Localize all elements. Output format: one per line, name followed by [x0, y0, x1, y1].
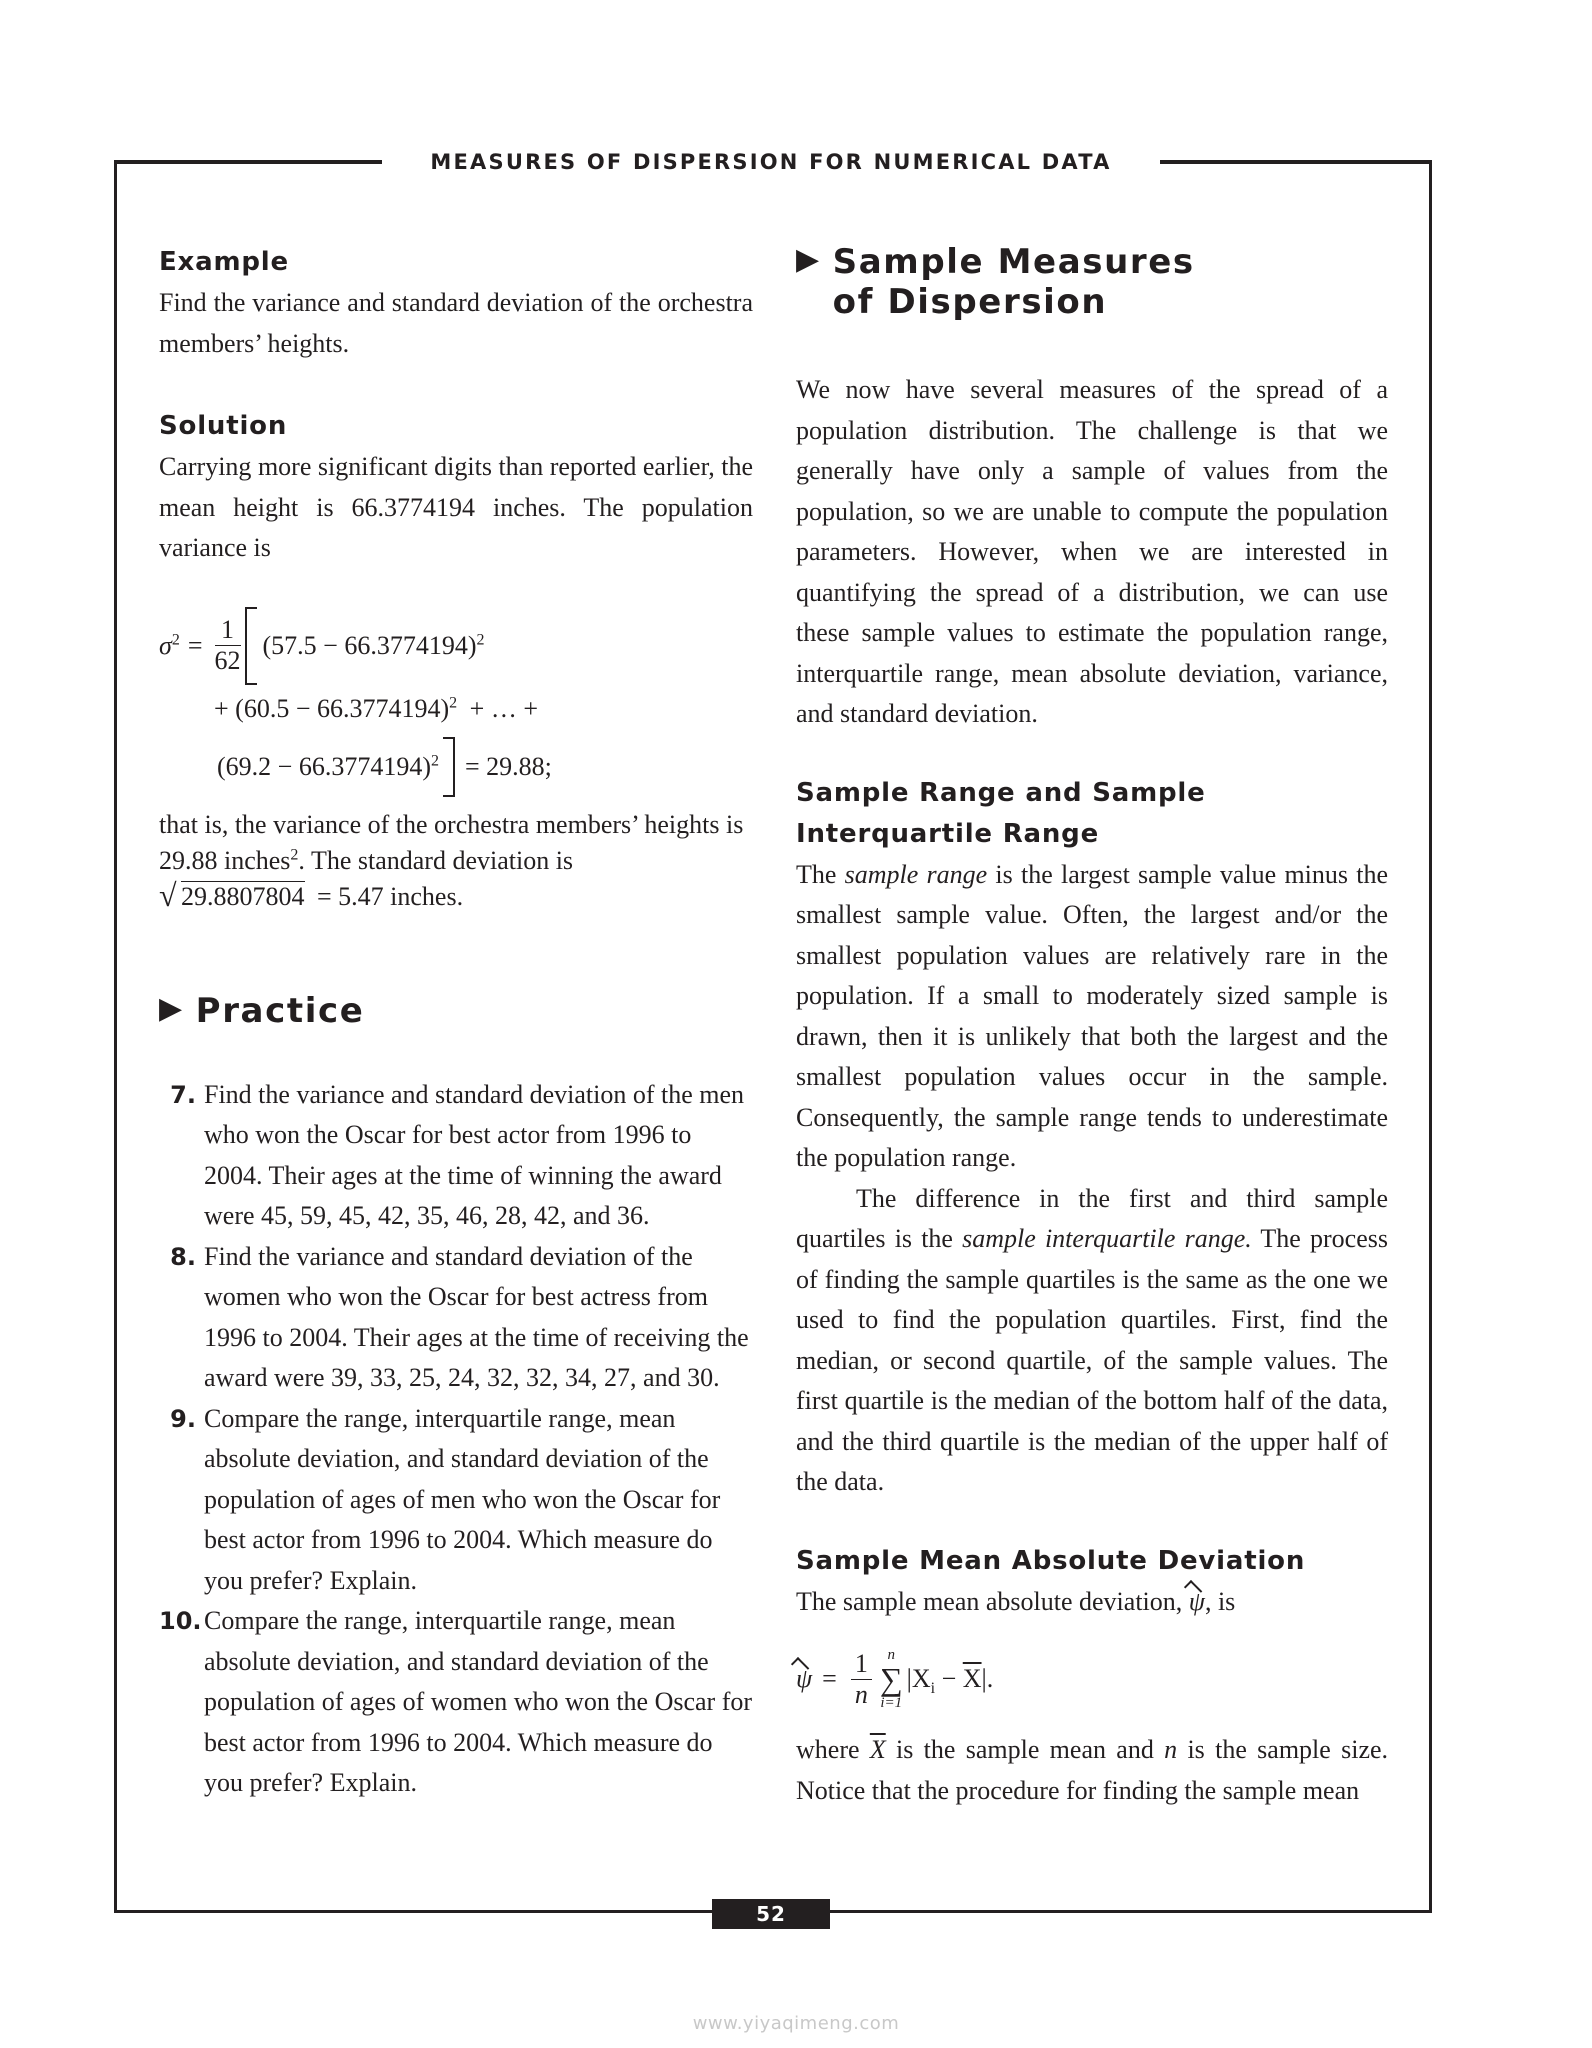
example-text: Find the variance and standard deviation of the orchestra members’ heights. [159, 288, 753, 358]
formula-eq: = [187, 630, 203, 660]
page-number: 52 [712, 1899, 830, 1929]
triangle-bullet-icon: ▶ [796, 242, 821, 277]
sqrt-expression: √ 29.8807804 [159, 876, 305, 913]
intro-paragraph: We now have several measures of the spread of a population distribution. The challenge is that we generally have only a sample of values from the population, so we are unable to compute the population parameters. However, when we are interested in quantifying the spread of a distribution, we can use these sample values to estimate the population range, interquartile range, mean absolute deviation, variance, and standard deviation. [796, 375, 1388, 728]
practice-list [159, 1075, 753, 1804]
header-rule-left [114, 160, 382, 164]
formula-bracket-close [443, 737, 455, 797]
practice-item: 9. Compare the range, interquartile range, mean absolute deviation, and standard deviation of the population of ages of men who won the Oscar for best actor from 1996 to 2004. Which measure do you prefer? Explain. [170, 1403, 721, 1595]
psi-hat-symbol: ψ [1189, 1582, 1205, 1623]
header-rule-right [1160, 160, 1432, 164]
example-heading: Example [159, 247, 289, 277]
formula-lhs: $\sigma^2$ [159, 630, 180, 660]
variance-formula [159, 609, 753, 797]
triangle-bullet-icon: ▶ [159, 990, 184, 1026]
practice-heading: ▶ Practice [159, 990, 365, 1031]
sample-measures-heading: ▶ Sample Measures of Dispersion [796, 242, 1195, 322]
formula-line3: $(69.2 - 66.3774194)^2$ = 29.88; [159, 737, 753, 797]
summation-symbol: n ∑ i=1 [879, 1647, 903, 1711]
left-column [159, 242, 753, 1804]
mad-heading: Sample Mean Absolute Deviation [796, 1545, 1306, 1576]
formula-bracket-open [245, 607, 257, 685]
variance-conclusion: that is, the variance of the orchestra members’ heights is 29.88 inches$^2$. The standard deviation is √ 29.8807804 = 5.47 inches. [159, 809, 744, 913]
solution-text: Carrying more significant digits than reported earlier, the mean height is 66.3774194 inches. The population variance is [159, 452, 753, 562]
right-column [796, 242, 1388, 1811]
mad-intro: The sample mean absolute deviation, ψ, is [796, 1582, 1388, 1623]
running-head: MEASURES OF DISPERSION FOR NUMERICAL DATA [430, 150, 1112, 174]
sqrt-result: = 5.47 inches. [317, 881, 464, 911]
formula-term1: $(57.5 - 66.3774194)^2$ [262, 630, 485, 660]
range-paragraph-1: The sample range is the largest sample value minus the smallest sample value. Often, the largest and/or the smallest population values are relatively rare in the population. If a small to moderately sized sample is drawn, then it is unlikely that both the largest and the smallest population values occur in the sample. Consequently, the sample range tends to underestimate the population range. [796, 859, 1389, 1172]
formula-fraction: $\frac{1}{62}$ [214, 615, 241, 675]
watermark: www.yiyaqimeng.com [692, 2013, 900, 2034]
where-paragraph: where $\overline{X}$ is the sample mean and n is the sample size. Notice that the procedure for finding the sample mean [796, 1735, 1389, 1805]
mad-formula: ψ = $\frac{1}{n}$ n ∑ i=1 $|X_i - \overline{X}|$. [796, 1647, 994, 1711]
practice-item: 7. Find the variance and standard deviation of the men who won the Oscar for best actor from 1996 to 2004. Their ages at the time of winning the award were 45, 59, 45, 42, 35, 46, 28, 42, and 36. [170, 1079, 745, 1230]
formula-line2: + $(60.5 - 66.3774194)^2$ + … + [214, 693, 538, 723]
range-paragraph-2: The difference in the first and third sample quartiles is the sample interquartile range. The process of finding the sample quartiles is the same as the one we used to find the population quartiles. First, find the median, or second quartile, of the sample values. The first quartile is the median of the bottom half of the data, and the third quartile is the median of the upper half of the data. [796, 1183, 1388, 1496]
practice-item: 8. Find the variance and standard deviation of the women who won the Oscar for best actress from 1996 to 2004. Their ages at the time of receiving the award were 39, 33, 25, 24, 32, 32, 34, 27, and 30. [170, 1241, 749, 1392]
solution-heading: Solution [159, 411, 288, 441]
mad-fraction: $\frac{1}{n}$ [851, 1649, 872, 1710]
practice-item: 10. Compare the range, interquartile range, mean absolute deviation, and standard deviation of the population of ages of women who won the Oscar for best actor from 1996 to 2004. Which measure do you prefer? Explain. [159, 1606, 753, 1797]
range-heading: Sample Range and Sample Interquartile Range [796, 777, 1206, 849]
